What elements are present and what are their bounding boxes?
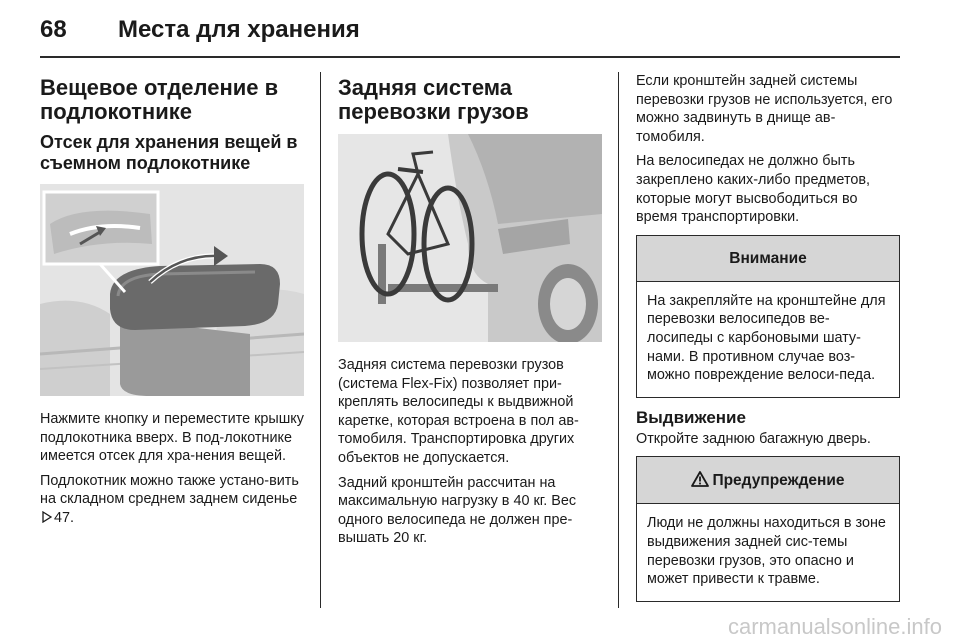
warning-title: Предупреждение [712,472,845,490]
page-number: 68 [40,16,67,43]
notice-title: Внимание [637,236,899,282]
bike-carrier-illustration [338,134,602,342]
bike-carrier-drawing [338,134,602,342]
column-divider [320,72,321,608]
subsection-heading: Отсек для хранения вещей в съемном подлокотнике [40,132,298,173]
column-carrier-usage [636,72,900,608]
armrest-illustration [40,184,304,396]
notice-box [636,235,900,398]
warning-body: Люди не должны находиться в зоне выдвижения задней сис-темы перевозки грузов, это опасно и может привести к травме. [647,515,886,588]
page-reference-icon [42,511,52,523]
page-reference: 47. [54,509,75,526]
carrier-description: Задняя система перевозки грузов (система Flex-Fix) позволяет при-креплять велосипеды к выдвижной каретке, которая встроена в пол ав-томобиля. Транспортировка других объектов не допускается. [338,357,579,466]
column-divider [618,72,619,608]
section-heading: Задняя система перевозки грузов [338,75,529,124]
warning-header [637,457,899,504]
warning-icon [691,471,709,487]
carrier-load-limit: Задний кронштейн рассчитан на максимальную нагрузку в 40 кг. Вес одного велосипеда не должен пре-вышать 20 кг. [338,474,577,547]
armrest-note [40,472,304,528]
column-armrest [40,72,304,534]
carrier-bike-note: На велосипедах не должно быть закреплено каких-либо предметов, которые могут высвободиться во время транспортировки. [636,153,871,226]
running-title: Места для хранения [118,16,360,43]
subsection-heading: Выдвижение [636,407,746,427]
carrier-stow-note: Если кронштейн задней системы перевозки грузов не используется, его можно задвинуть в днище ав-томобиля. [636,73,893,145]
warning-box [636,456,900,601]
armrest-instruction: Нажмите кнопку и переместите крышку подлокотника вверх. В под-локотнике имеется отсек для хра-нения вещей. [40,411,304,465]
extend-instruction: Откройте заднюю багажную дверь. [636,430,871,447]
section-heading: Вещевое отделение в подлокотнике [40,75,279,124]
watermark: carmanualsonline.info [727,614,942,639]
armrest-drawing [40,184,304,396]
armrest-note-text: Подлокотник можно также устано-вить на складном среднем заднем сиденье [40,472,299,508]
header-rule [40,56,900,58]
page-header [40,10,900,50]
column-rear-carrier [338,72,602,554]
notice-body: На закрепляйте на кронштейне для перевозки велосипедов ве-лосипеды с карбоновыми шату-нами. В противном случае воз-можно повреждение велоси-педа. [647,292,886,384]
